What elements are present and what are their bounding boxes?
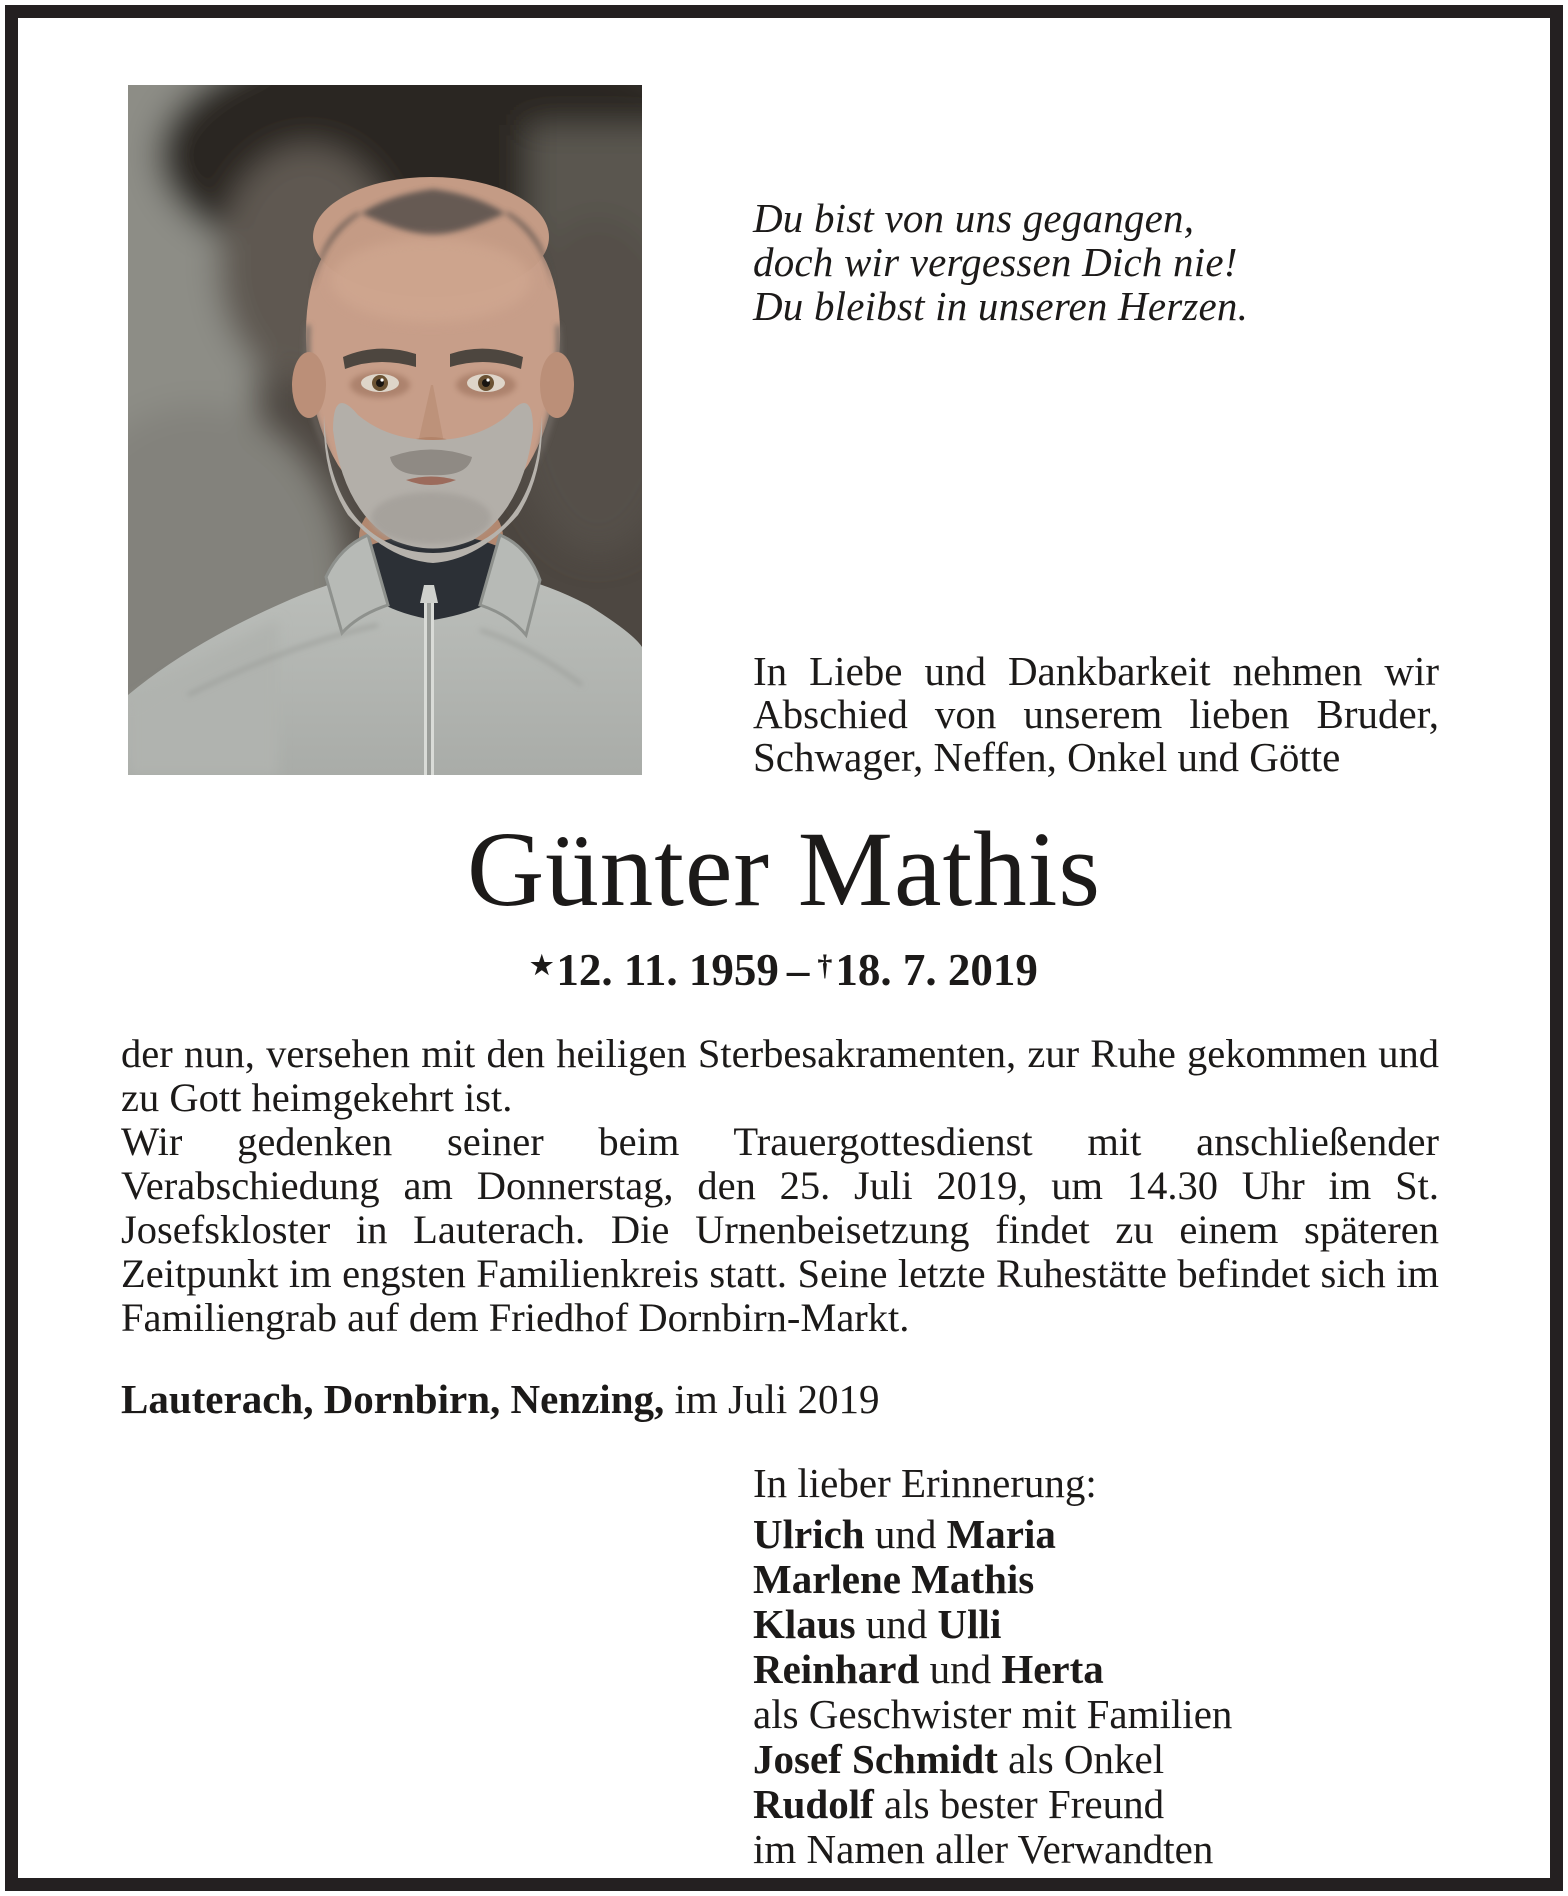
mourner-text: im Namen aller Verwandten xyxy=(753,1826,1214,1872)
mourner-line xyxy=(753,1782,1232,1827)
quote-line: doch wir vergessen Dich nie! xyxy=(753,239,1238,285)
announcement-paragraph-1: der nun, versehen mit den heiligen Sterbesakramenten, zur Ruhe gekommen und zu Gott heimgekehrt ist. xyxy=(121,1031,1439,1120)
dateline xyxy=(121,1376,880,1422)
mourner-name: Josef Schmidt xyxy=(753,1736,998,1782)
mourner-line xyxy=(753,1602,1232,1647)
mourner-text: und xyxy=(855,1601,938,1647)
dateline-places: Lauterach, Dornbirn, Nenzing, xyxy=(121,1376,665,1422)
birth-star-symbol: ★ xyxy=(530,951,554,980)
deceased-name: Günter Mathis xyxy=(466,811,1102,929)
mourner-line xyxy=(753,1737,1232,1782)
announcement-text xyxy=(121,1032,1439,1340)
mourner-text: als Geschwister mit Familien xyxy=(753,1691,1233,1737)
quote-line: Du bist von uns gegangen, xyxy=(753,195,1195,241)
mourner-name: Herta xyxy=(1001,1646,1104,1692)
mourner-line xyxy=(753,1512,1232,1557)
announcement-paragraph-2: Wir gedenken seiner beim Trauergottesdienst mit anschließender Verabschiedung am Donnerstag, den 25. Juli 2019, um 14.30 Uhr im St. Josefskloster in Lauterach. Die Urnenbeisetzung findet zu einem späteren Zeitpunkt im engsten Familienkreis statt. Seine letzte Ruhestätte befindet sich im Familiengrab auf dem Friedhof Dornbirn-Markt. xyxy=(121,1119,1439,1340)
quote-line: Du bleibst in unseren Herzen. xyxy=(753,283,1249,329)
dateline-date: im Juli 2019 xyxy=(664,1376,880,1422)
mourner-name: Marlene Mathis xyxy=(753,1556,1035,1602)
memorial-heading: In lieber Erinnerung: xyxy=(753,1460,1097,1506)
mourner-name: Maria xyxy=(946,1511,1056,1557)
mourner-name: Ulli xyxy=(937,1601,1002,1647)
portrait-photo xyxy=(128,85,642,775)
intro-text: In Liebe und Dankbarkeit nehmen wir Abschied von unserem lieben Bruder, Schwager, Neffen, Onkel und Götte xyxy=(753,648,1439,780)
mourner-text: als Onkel xyxy=(997,1736,1165,1782)
mourner-text: und xyxy=(919,1646,1002,1692)
mourners-section xyxy=(753,1460,1232,1872)
mourner-name: Ulrich xyxy=(753,1511,865,1557)
mourner-name: Rudolf xyxy=(753,1781,874,1827)
mourner-name: Klaus xyxy=(753,1601,856,1647)
mourner-text: als bester Freund xyxy=(873,1781,1165,1827)
mourner-text: und xyxy=(864,1511,947,1557)
death-cross-symbol: † xyxy=(817,949,833,982)
mourners-list xyxy=(753,1512,1232,1872)
farewell-quote xyxy=(753,196,1248,328)
mourner-name: Reinhard xyxy=(753,1646,920,1692)
portrait-photo-image xyxy=(128,85,642,775)
mourner-line xyxy=(753,1557,1232,1602)
life-dates xyxy=(0,946,1568,996)
dates-dash: – xyxy=(786,945,810,995)
mourner-line xyxy=(753,1692,1232,1737)
mourner-line xyxy=(753,1647,1232,1692)
birth-date: 12. 11. 1959 xyxy=(556,945,779,995)
mourner-line xyxy=(753,1827,1232,1872)
death-date: 18. 7. 2019 xyxy=(835,945,1038,995)
